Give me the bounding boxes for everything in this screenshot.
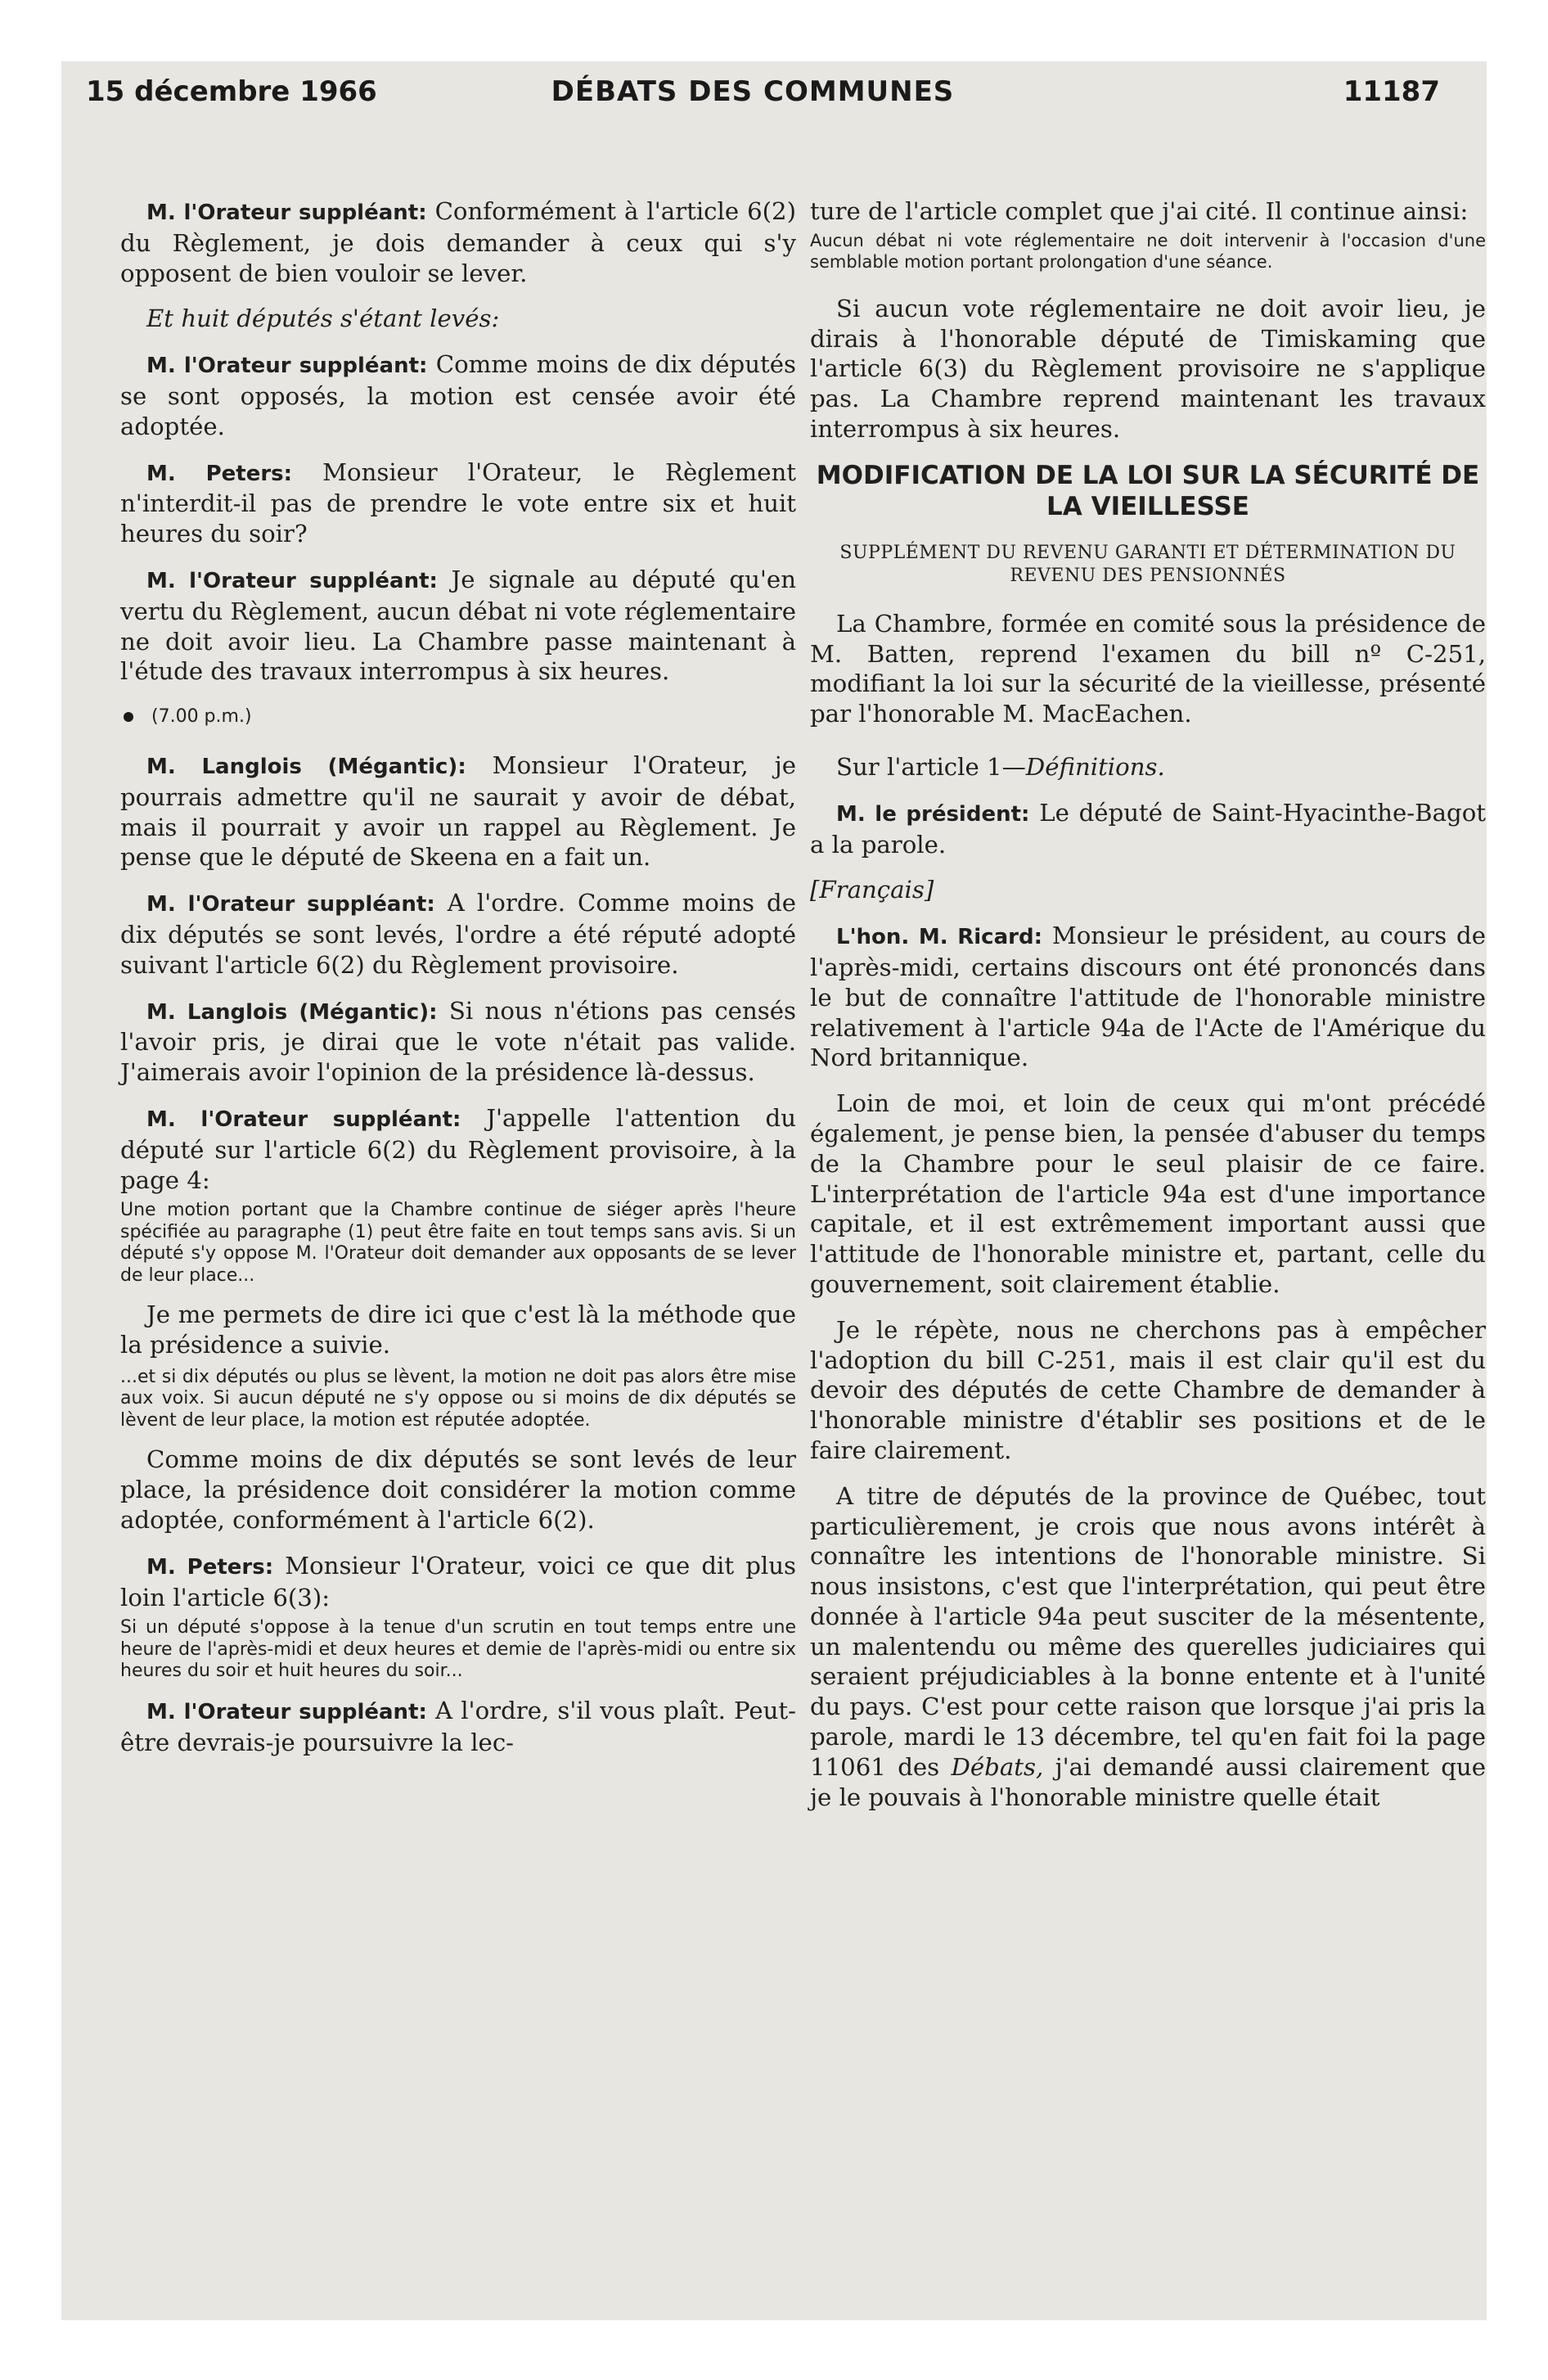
speech-text: Le député de Saint-Hyacinthe-Bagot a la parole. <box>810 798 1486 859</box>
paragraph <box>810 1481 1486 1813</box>
paragraph <box>120 996 796 1088</box>
speaker-name: M. l'Orateur suppléant: <box>146 1699 427 1724</box>
paragraph <box>120 1103 796 1195</box>
paragraph <box>120 1551 796 1613</box>
italic-text: Débats, <box>951 1752 1044 1781</box>
speech-text: Monsieur l'Orateur, voici ce que dit plus loin l'article 6(3): <box>120 1551 796 1611</box>
speech-text: Conformément à l'article 6(2) du Règlement, je dois demander à ceux qui s'y opposent de bien vouloir se lever. <box>120 197 796 287</box>
quotation: Aucun débat ni vote réglementaire ne doit intervenir à l'occasion d'une semblable motion portant prolongation d'une séance. <box>810 230 1486 272</box>
speech-text: J'appelle l'attention du député sur l'article 6(2) du Règlement provisoire, à la page 4: <box>120 1103 796 1194</box>
speech-text: A titre de députés de la province de Québec, tout particulièrement, je crois que nous avons intérêt à connaître les intentions de l'honorable ministre. Si nous insistons, c'est que l'interprétation, qui peut être donnée à l'article 94a peut susciter de la mésentente, un malentendu ou même des querelles judiciaires qui seraient préjudiciables à la bonne entente et à l'unité du pays. C'est pour cette raison que lorsque j'ai pris la parole, mardi le 13 décembre, tel qu'en fait foi la page 11061 des <box>810 1481 1486 1781</box>
speaker-name: L'hon. M. Ricard: <box>836 925 1042 950</box>
right-column <box>810 196 1486 1828</box>
header-title: DÉBATS DES COMMUNES <box>551 75 955 108</box>
time-text: (7.00 p.m.) <box>151 706 252 728</box>
quotation: Une motion portant que la Chambre continue de siéger après l'heure spécifiée au paragraphe (1) peut être faite en tout temps sans avis. Si un député s'y oppose M. l'Orateur doit demander aux opposants de se lever de leur place... <box>120 1200 796 1286</box>
speaker-name: M. Langlois (Mégantic): <box>146 754 466 779</box>
speech-text: Monsieur le président, au cours de l'après-midi, certains discours ont été prononcés dans le but de connaître l'attitude de l'honorable ministre relativement à l'article 94a de l'Acte de l'Amérique du Nord britannique. <box>810 922 1486 1072</box>
section-subtitle: SUPPLÉMENT DU REVENU GARANTI ET DÉTERMINATION DU REVENU DES PENSIONNÉS <box>839 542 1456 586</box>
language-marker: [Français] <box>810 876 934 904</box>
page-header <box>65 75 1440 116</box>
speaker-name: M. l'Orateur suppléant: <box>146 1107 461 1132</box>
article-heading <box>810 752 1486 782</box>
article-prefix: Sur l'article 1— <box>836 752 1026 781</box>
paragraph: ture de l'article complet que j'ai cité. Il continue ainsi: <box>810 197 1469 225</box>
speaker-name: M. le président: <box>836 801 1030 827</box>
paragraph <box>120 1696 796 1758</box>
paragraph: Si aucun vote réglementaire ne doit avoir lieu, je dirais à l'honorable député de Timiskaming que l'article 6(3) du Règlement provisoire ne s'applique pas. La Chambre reprend maintenant les travaux interrompus à six heures. <box>810 294 1486 443</box>
paragraph <box>120 349 796 441</box>
header-date: 15 décembre 1966 <box>86 75 377 108</box>
stage-direction: Et huit députés s'étant levés: <box>146 304 500 333</box>
section-title: MODIFICATION DE LA LOI SUR LA SÉCURITÉ DE LA VIEILLESSE <box>816 460 1480 521</box>
quotation: ...et si dix députés ou plus se lèvent, la motion ne doit pas alors être mise aux voix. Si aucun député ne s'y oppose ou si moins de dix députés se lèvent de leur place, la motion est réputée adoptée. <box>120 1366 796 1431</box>
left-column <box>120 196 796 1773</box>
speaker-name: M. l'Orateur suppléant: <box>146 354 428 379</box>
speech-text: Monsieur l'Orateur, le Règlement n'interdit-il pas de prendre le vote entre six et huit heures du soir? <box>120 458 797 548</box>
bullet-icon <box>124 712 133 722</box>
paragraph <box>810 921 1486 1073</box>
speech-text: Je signale au député qu'en vertu du Règlement, aucun débat ni vote réglementaire ne doit avoir lieu. La Chambre passe maintenant à l'étude des travaux interrompus à six heures. <box>120 565 796 686</box>
speaker-name: M. l'Orateur suppléant: <box>146 201 427 225</box>
speech-text: A l'ordre, s'il vous plaît. Peut-être devrais-je poursuivre la lec- <box>120 1696 796 1756</box>
speech-text: j'ai demandé aussi clairement que je le pouvais à l'honorable ministre quelle était <box>810 1752 1486 1811</box>
paragraph <box>120 888 796 980</box>
quotation: Si un député s'oppose à la tenue d'un scrutin en tout temps entre une heure de l'après-midi et deux heures et demie de l'après-midi ou entre six heures du soir et huit heures du soir... <box>120 1617 796 1682</box>
speaker-name: M. Langlois (Mégantic): <box>146 999 438 1025</box>
speaker-name: M. Peters: <box>146 1554 274 1580</box>
paragraph <box>120 565 796 687</box>
speech-text: Si nous n'étions pas censés l'avoir pris, je dirai que le vote n'était pas valide. J'aimerais avoir l'opinion de la présidence là-dessus. <box>120 996 796 1087</box>
speaker-name: M. l'Orateur suppléant: <box>146 892 435 917</box>
paragraph: Je le répète, nous ne cherchons pas à empêcher l'adoption du bill C-251, mais il est clair qu'il est du devoir des députés de cette Chambre de demander à l'honorable ministre d'établir ses positions et de le faire clairement. <box>810 1315 1486 1464</box>
paragraph: Je me permets de dire ici que c'est là la méthode que la présidence a suivie. <box>120 1300 796 1359</box>
page-number: 11187 <box>1343 75 1440 108</box>
paragraph: La Chambre, formée en comité sous la présidence de M. Batten, reprend l'examen du bill nº C-251, modifiant la loi sur la sécurité de la vieillesse, présenté par l'honorable M. MacEachen. <box>810 609 1486 728</box>
paragraph <box>120 196 796 288</box>
speaker-name: M. Peters: <box>146 461 293 486</box>
time-marker <box>120 702 796 732</box>
speech-text: Monsieur l'Orateur, je pourrais admettre qu'il ne saurait y avoir de débat, mais il pourrait y avoir un rappel au Règlement. Je pense que le député de Skeena en a fait un. <box>120 751 796 872</box>
paragraph <box>120 458 796 549</box>
article-name: Définitions. <box>1025 752 1165 781</box>
paragraph: Comme moins de dix députés se sont levés de leur place, la présidence doit considérer la motion comme adoptée, conformément à l'article 6(2). <box>120 1445 796 1534</box>
paragraph <box>810 798 1486 860</box>
speech-text: A l'ordre. Comme moins de dix députés se sont levés, l'ordre a été réputé adopté suivant l'article 6(2) du Règlement provisoire. <box>120 889 796 979</box>
paragraph: Loin de moi, et loin de ceux qui m'ont précédé également, je pense bien, la pensée d'abuser du temps de la Chambre pour le seul plaisir de ce faire. L'interprétation de l'article 94a est d'une importance capitale, et il est extrêmement important aussi que l'attitude de l'honorable ministre et, partant, celle du gouvernement, soit clairement établie. <box>810 1089 1486 1298</box>
speech-text: Comme moins de dix députés se sont opposés, la motion est censée avoir été adoptée. <box>120 350 796 440</box>
paragraph <box>120 751 796 872</box>
speaker-name: M. l'Orateur suppléant: <box>146 568 438 593</box>
